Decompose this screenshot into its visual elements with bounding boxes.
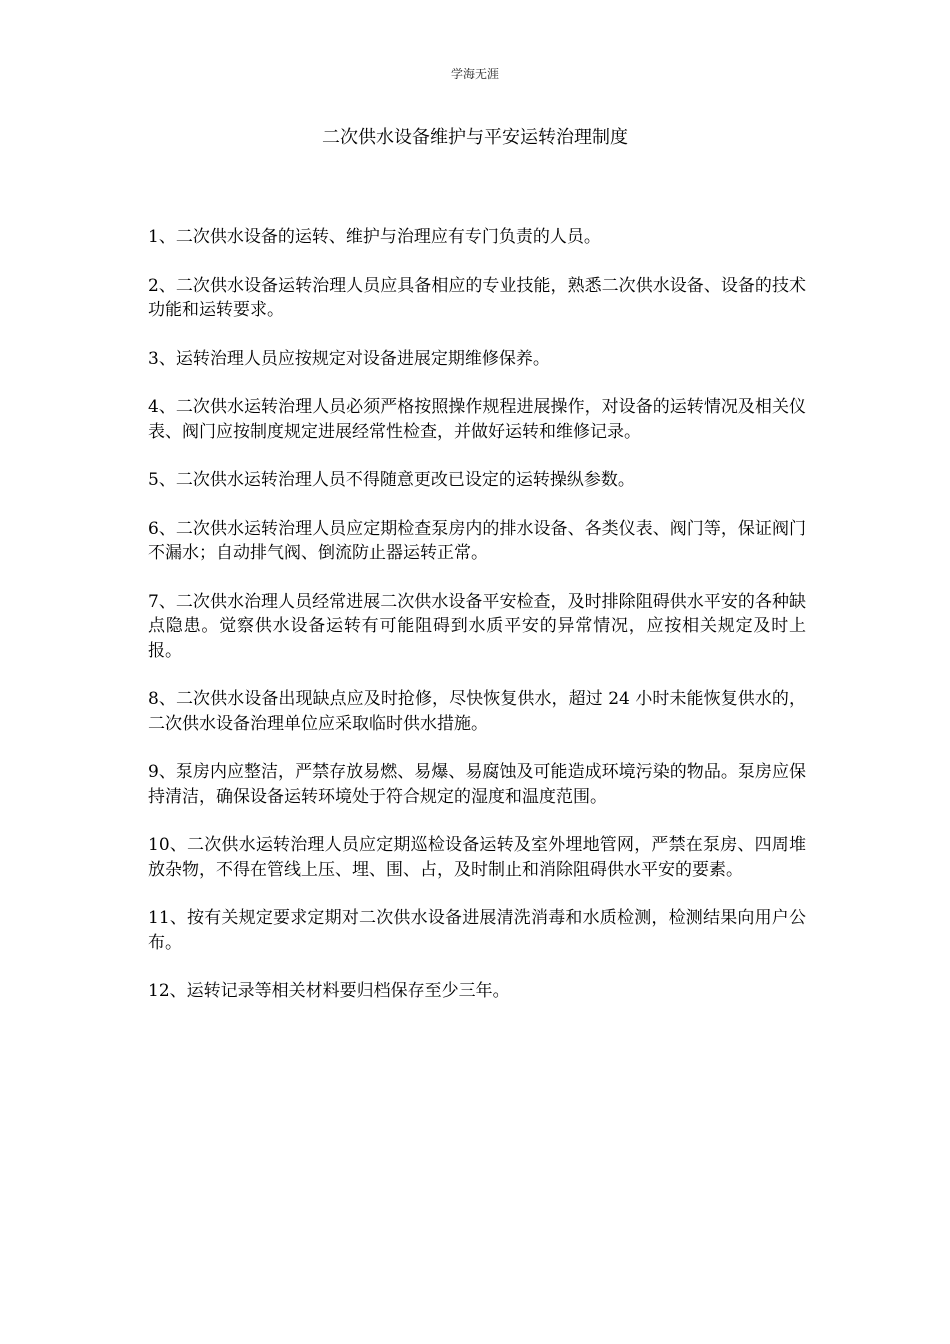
regulation-item-5: 5、二次供水运转治理人员不得随意更改已设定的运转操纵参数。 bbox=[148, 470, 635, 490]
regulation-item-8: 8、二次供水设备出现缺点应及时抢修，尽快恢复供水，超过 24 小时未能恢复供水的，二次供水设备治理单位应采取临时供水措施。 bbox=[148, 689, 806, 734]
regulation-item-3: 3、运转治理人员应按规定对设备进展定期维修保养。 bbox=[148, 348, 550, 369]
regulation-item-10: 10、二次供水运转治理人员应定期巡检设备运转及室外埋地管网，严禁在泵房、四周堆放杂物，不得在管线上压、埋、围、占，及时制止和消除阻碍供水平安的要素。 bbox=[148, 835, 806, 880]
regulation-item-12: 12、运转记录等相关材料要归档保存至少三年。 bbox=[148, 981, 510, 1001]
regulation-item-4: 4、二次供水运转治理人员必须严格按照操作规程进展操作，对设备的运转情况及相关仪表、阀门应按制度规定进展经常性检查，并做好运转和维修记录。 bbox=[148, 397, 806, 442]
regulation-item-1: 1、二次供水设备的运转、维护与治理应有专门负责的人员。 bbox=[148, 227, 601, 247]
regulation-item-2: 2、二次供水设备运转治理人员应具备相应的专业技能，熟悉二次供水设备、设备的技术功能和运转要求。 bbox=[148, 275, 806, 320]
regulation-item-6: 6、二次供水运转治理人员应定期检查泵房内的排水设备、各类仪表、阀门等，保证阀门不漏水；自动排气阀、倒流防止器运转正常。 bbox=[148, 518, 806, 563]
regulation-item-9: 9、泵房内应整洁，严禁存放易燃、易爆、易腐蚀及可能造成环境污染的物品。泵房应保持清洁，确保设备运转环境处于符合规定的湿度和温度范围。 bbox=[148, 762, 806, 807]
regulation-item-7: 7、二次供水治理人员经常进展二次供水设备平安检查，及时排除阻碍供水平安的各种缺点隐患。觉察供水设备运转有可能阻碍到水质平安的异常情况，应按相关规定及时上报。 bbox=[148, 591, 806, 661]
page-header: 学海无涯 bbox=[450, 67, 499, 81]
document-title: 二次供水设备维护与平安运转治理制度 bbox=[322, 127, 628, 148]
regulation-item-11: 11、按有关规定要求定期对二次供水设备进展清洗消毒和水质检测，检测结果向用户公布。 bbox=[148, 908, 806, 953]
regulation-list bbox=[148, 225, 806, 1028]
